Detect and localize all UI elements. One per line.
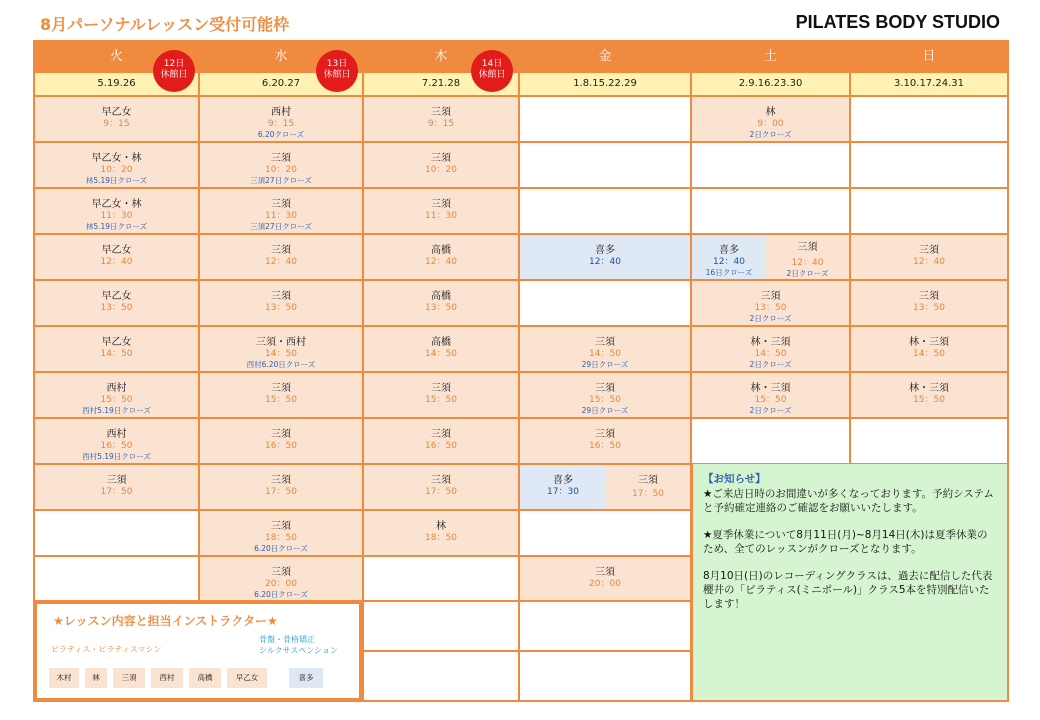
slot-time: 17：50 bbox=[100, 487, 133, 497]
slot-wed-10[interactable] bbox=[200, 511, 362, 555]
slot-note: 6.20日クローズ bbox=[254, 544, 308, 553]
slot-thu-10[interactable] bbox=[364, 511, 518, 555]
slot-time: 13：50 bbox=[754, 303, 787, 313]
slot-time: 14：50 bbox=[425, 349, 457, 359]
slot-note: 西村5.19日クローズ bbox=[82, 452, 151, 461]
slot-name: 三須 bbox=[271, 199, 291, 210]
badge-day: 13日 bbox=[326, 59, 348, 69]
slot-note: 29日クローズ bbox=[581, 360, 629, 369]
slot-time: 12：40 bbox=[791, 258, 824, 268]
slot-time: 9：15 bbox=[103, 119, 130, 129]
slot-time: 11：30 bbox=[265, 211, 297, 221]
legend-pilates-label: ピラティス・ピラティスマシン bbox=[51, 645, 162, 654]
slot-thu-5[interactable] bbox=[364, 281, 518, 325]
slot-name: 早乙女・林 bbox=[91, 199, 142, 210]
date-row-tue: 5.19.26 bbox=[35, 73, 198, 95]
slot-name: 喜多 bbox=[553, 475, 573, 486]
slot-time: 14：50 bbox=[913, 349, 945, 359]
slot-note: 西村5.19日クローズ bbox=[82, 406, 151, 415]
slot-name: 喜多 bbox=[595, 245, 615, 256]
slot-tue-5[interactable] bbox=[35, 281, 198, 325]
legend-title: ★レッスン内容と担当インストラクター★ bbox=[53, 614, 278, 628]
slot-fri-11[interactable] bbox=[520, 557, 690, 600]
slot-thu-7[interactable] bbox=[364, 373, 518, 417]
slot-note: 16日クローズ bbox=[705, 268, 753, 277]
slot-sun-6[interactable] bbox=[851, 327, 1007, 371]
slot-time: 13：50 bbox=[100, 303, 133, 313]
slot-sat-8-empty bbox=[692, 419, 849, 463]
slot-time: 14：50 bbox=[754, 349, 787, 359]
slot-sat-4-kita[interactable] bbox=[692, 235, 766, 279]
slot-time: 16：50 bbox=[265, 441, 297, 451]
closure-badge-wed bbox=[316, 50, 358, 92]
slot-name: 三須 bbox=[271, 567, 291, 578]
slot-name: 早乙女・林 bbox=[91, 153, 142, 164]
notice-paragraph-3: 8月10日(日)のレコーディングクラスは、過去に配信した代表 櫻井の「ピラティス(ミニポール)」クラス5本を特別配信いたします！ bbox=[703, 570, 993, 610]
slot-fri-9[interactable] bbox=[520, 465, 690, 509]
closure-badge-tue bbox=[153, 50, 195, 92]
slot-sat-6[interactable] bbox=[692, 327, 849, 371]
slot-name: 三須・西村 bbox=[256, 337, 306, 348]
slot-note: 林5.19日クローズ bbox=[85, 222, 148, 231]
slot-name: 三須 bbox=[431, 107, 451, 118]
slot-time: 10：20 bbox=[425, 165, 457, 175]
slot-name: 林 bbox=[436, 521, 446, 532]
legend-chip: 林 bbox=[85, 668, 107, 688]
slot-time: 12：40 bbox=[425, 257, 457, 267]
slot-tue-4[interactable] bbox=[35, 235, 198, 279]
slot-sat-1[interactable] bbox=[692, 97, 849, 141]
slot-wed-8[interactable] bbox=[200, 419, 362, 463]
legend-chip: 木村 bbox=[49, 668, 79, 688]
slot-fri-10-empty bbox=[520, 511, 690, 555]
badge-text: 休館日 bbox=[478, 70, 506, 80]
slot-name: 早乙女 bbox=[101, 107, 132, 118]
slot-sat-3-empty bbox=[692, 189, 849, 233]
schedule-frame bbox=[33, 40, 1009, 702]
slot-time: 12：40 bbox=[713, 257, 745, 267]
instructor-legend bbox=[35, 602, 361, 700]
legend-chip: 三須 bbox=[113, 668, 145, 688]
slot-time: 9：00 bbox=[757, 119, 784, 129]
slot-sun-5[interactable] bbox=[851, 281, 1007, 325]
slot-fri-9-kita[interactable] bbox=[520, 465, 606, 509]
slot-sun-7[interactable] bbox=[851, 373, 1007, 417]
slot-time: 10：20 bbox=[265, 165, 297, 175]
slot-thu-2[interactable] bbox=[364, 143, 518, 187]
slot-name: 三須 bbox=[595, 567, 615, 578]
slot-name: 早乙女 bbox=[101, 291, 132, 302]
slot-sat-5[interactable] bbox=[692, 281, 849, 325]
slot-name: 林・三須 bbox=[750, 337, 791, 348]
slot-fri-6[interactable] bbox=[520, 327, 690, 371]
slot-thu-11-empty bbox=[364, 557, 518, 600]
notice-box bbox=[693, 464, 1007, 700]
slot-name: 三須 bbox=[271, 153, 291, 164]
slot-fri-8[interactable] bbox=[520, 419, 690, 463]
legend-chip-other: 喜多 bbox=[289, 668, 323, 688]
slot-name: 三須 bbox=[431, 199, 451, 210]
slot-note: 29日クローズ bbox=[581, 406, 629, 415]
slot-time: 11：30 bbox=[100, 211, 133, 221]
slot-name: 三須 bbox=[638, 475, 658, 486]
slot-thu-1[interactable] bbox=[364, 97, 518, 141]
slot-wed-2[interactable] bbox=[200, 143, 362, 187]
slot-tue-7[interactable] bbox=[35, 373, 198, 417]
slot-tue-9[interactable] bbox=[35, 465, 198, 509]
slot-name: 三須 bbox=[271, 383, 291, 394]
slot-time: 17：50 bbox=[265, 487, 297, 497]
slot-time: 9：15 bbox=[427, 119, 455, 129]
slot-sun-4[interactable] bbox=[851, 235, 1007, 279]
slot-thu-6[interactable] bbox=[364, 327, 518, 371]
legend-other-line-1: 骨盤・骨格矯正 bbox=[259, 635, 315, 644]
legend-chip: 高橋 bbox=[189, 668, 221, 688]
slot-time: 17：50 bbox=[632, 489, 664, 499]
slot-tue-11-empty bbox=[35, 557, 198, 600]
day-header-sat: 土 bbox=[692, 42, 849, 72]
slot-time: 12：40 bbox=[265, 257, 297, 267]
notice-title: 【お知らせ】 bbox=[703, 473, 766, 485]
slot-fri-4[interactable] bbox=[520, 235, 690, 279]
slot-note: 2日クローズ bbox=[749, 406, 792, 415]
slot-fri-2-empty bbox=[520, 143, 690, 187]
slot-thu-3[interactable] bbox=[364, 189, 518, 233]
slot-note: 6.20日クローズ bbox=[254, 590, 308, 599]
slot-name: 早乙女 bbox=[101, 337, 132, 348]
slot-wed-7[interactable] bbox=[200, 373, 362, 417]
slot-note: 三須27日クローズ bbox=[250, 176, 312, 185]
slot-name: 三須 bbox=[271, 245, 291, 256]
slot-wed-9[interactable] bbox=[200, 465, 362, 509]
slot-name: 三須 bbox=[431, 429, 451, 440]
slot-name: 西村 bbox=[106, 429, 127, 440]
slot-tue-1[interactable] bbox=[35, 97, 198, 141]
slot-name: 西村 bbox=[106, 383, 127, 394]
slot-time: 12：40 bbox=[100, 257, 133, 267]
slot-note: 2日クローズ bbox=[786, 269, 829, 278]
slot-time: 20：00 bbox=[589, 579, 621, 589]
slot-thu-4[interactable] bbox=[364, 235, 518, 279]
slot-time: 15：50 bbox=[913, 395, 945, 405]
studio-name: PILATES BODY STUDIO bbox=[795, 12, 1000, 32]
slot-note: 2日クローズ bbox=[749, 314, 792, 323]
slot-fri-1-empty bbox=[520, 97, 690, 141]
slot-name: 三須 bbox=[595, 429, 615, 440]
slot-wed-3[interactable] bbox=[200, 189, 362, 233]
notice-paragraph-1: ★ご来店日時のお間違いが多くなっております。予約システムと予約確定連絡のご確認をお願いいたします。 bbox=[703, 488, 995, 514]
slot-note: 6.20クローズ bbox=[257, 130, 305, 139]
slot-name: 林・三須 bbox=[909, 383, 949, 394]
slot-name: 三須 bbox=[271, 291, 291, 302]
slot-name: 高橋 bbox=[431, 245, 451, 256]
slot-name: 三須 bbox=[106, 475, 127, 486]
slot-fri-3-empty bbox=[520, 189, 690, 233]
slot-time: 11：30 bbox=[425, 211, 457, 221]
slot-sat-4-misu[interactable] bbox=[766, 235, 849, 279]
slot-fri-12-empty bbox=[520, 602, 690, 650]
badge-day: 14日 bbox=[481, 59, 503, 69]
slot-note: 林5.19日クローズ bbox=[85, 176, 148, 185]
legend-other-label bbox=[259, 634, 338, 656]
slot-name: 三須 bbox=[919, 291, 939, 302]
slot-name: 喜多 bbox=[719, 245, 739, 256]
slot-name: 三須 bbox=[797, 242, 818, 253]
slot-thu-13-empty bbox=[364, 652, 518, 700]
slot-time: 17：30 bbox=[547, 487, 579, 497]
badge-text: 休館日 bbox=[323, 70, 351, 80]
slot-name: 高橋 bbox=[431, 291, 451, 302]
slot-time: 18：50 bbox=[425, 533, 457, 543]
date-row-wed: 6.20.27 bbox=[200, 73, 362, 95]
page-title: 8月パーソナルレッスン受付可能枠 bbox=[40, 15, 290, 34]
slot-name: 三須 bbox=[431, 383, 451, 394]
slot-thu-8[interactable] bbox=[364, 419, 518, 463]
slot-name: 三須 bbox=[271, 429, 291, 440]
slot-thu-12-empty bbox=[364, 602, 518, 650]
slot-name: 林・三須 bbox=[909, 337, 949, 348]
slot-fri-9-misu[interactable] bbox=[606, 465, 690, 509]
slot-name: 三須 bbox=[271, 521, 291, 532]
slot-tue-2[interactable] bbox=[35, 143, 198, 187]
slot-name: 早乙女 bbox=[101, 245, 132, 256]
slot-time: 15：50 bbox=[265, 395, 297, 405]
slot-time: 15：50 bbox=[425, 395, 457, 405]
slot-name: 三須 bbox=[431, 475, 451, 486]
slot-name: 三須 bbox=[431, 153, 451, 164]
slot-note: 2日クローズ bbox=[749, 130, 792, 139]
slot-time: 12：40 bbox=[913, 257, 945, 267]
slot-time: 15：50 bbox=[589, 395, 621, 405]
legend-other-line-2: シルクサスペンション bbox=[259, 646, 338, 655]
slot-time: 17：50 bbox=[425, 487, 457, 497]
slot-wed-4[interactable] bbox=[200, 235, 362, 279]
slot-sun-3-empty bbox=[851, 189, 1007, 233]
slot-time: 16：50 bbox=[100, 441, 133, 451]
slot-tue-10-empty bbox=[35, 511, 198, 555]
day-header-thu: 木 bbox=[364, 42, 518, 72]
slot-time: 20：00 bbox=[265, 579, 297, 589]
slot-time: 14：50 bbox=[265, 349, 297, 359]
slot-sat-7[interactable] bbox=[692, 373, 849, 417]
slot-time: 14：50 bbox=[589, 349, 621, 359]
slot-sun-2-empty bbox=[851, 143, 1007, 187]
slot-time: 14：50 bbox=[100, 349, 133, 359]
slot-note: 西村6.20日クローズ bbox=[246, 360, 316, 369]
slot-time: 16：50 bbox=[425, 441, 457, 451]
slot-time: 13：50 bbox=[265, 303, 297, 313]
legend-chip: 早乙女 bbox=[227, 668, 267, 688]
slot-name: 高橋 bbox=[431, 337, 451, 348]
slot-thu-9[interactable] bbox=[364, 465, 518, 509]
day-header-wed: 水 bbox=[200, 42, 362, 72]
date-row-thu: 7.21.28 bbox=[364, 73, 518, 95]
slot-time: 12：40 bbox=[589, 257, 621, 267]
slot-name: 林 bbox=[765, 107, 776, 118]
slot-sat-4[interactable] bbox=[692, 235, 849, 279]
slot-wed-11[interactable] bbox=[200, 557, 362, 600]
slot-time: 10：20 bbox=[100, 165, 133, 175]
slot-sun-8-empty bbox=[851, 419, 1007, 463]
slot-time: 13：50 bbox=[913, 303, 945, 313]
slot-name: 三須 bbox=[919, 245, 939, 256]
date-row-sat: 2.9.16.23.30 bbox=[692, 73, 849, 95]
legend-chip: 西村 bbox=[151, 668, 183, 688]
slot-name: 三須 bbox=[595, 337, 615, 348]
slot-time: 15：50 bbox=[754, 395, 787, 405]
slot-sat-2-empty bbox=[692, 143, 849, 187]
slot-time: 13：50 bbox=[425, 303, 457, 313]
slot-name: 林・三須 bbox=[750, 383, 791, 394]
slot-time: 9：15 bbox=[267, 119, 295, 129]
slot-time: 15：50 bbox=[100, 395, 133, 405]
slot-note: 2日クローズ bbox=[749, 360, 792, 369]
date-row-sun: 3.10.17.24.31 bbox=[851, 73, 1007, 95]
day-header-tue: 火 bbox=[35, 42, 198, 72]
slot-name: 三須 bbox=[271, 475, 291, 486]
slot-name: 三須 bbox=[760, 291, 781, 302]
slot-note: 三須27日クローズ bbox=[250, 222, 312, 231]
slot-time: 16：50 bbox=[589, 441, 621, 451]
day-header-fri: 金 bbox=[520, 42, 690, 72]
slot-wed-5[interactable] bbox=[200, 281, 362, 325]
notice-paragraph-2: ★夏季休業について8月11日(月)~8月14日(木)は夏季休業のため、全てのレッスンがクローズとなります。 bbox=[703, 529, 988, 555]
slot-fri-7[interactable] bbox=[520, 373, 690, 417]
slot-tue-6[interactable] bbox=[35, 327, 198, 371]
closure-badge-thu bbox=[471, 50, 513, 92]
date-row-fri: 1.8.15.22.29 bbox=[520, 73, 690, 95]
slot-time: 18：50 bbox=[265, 533, 297, 543]
slot-name: 三須 bbox=[595, 383, 615, 394]
slot-tue-8[interactable] bbox=[35, 419, 198, 463]
slot-sun-1-empty bbox=[851, 97, 1007, 141]
slot-name: 西村 bbox=[271, 107, 291, 118]
badge-day: 12日 bbox=[163, 59, 185, 69]
slot-fri-5-empty bbox=[520, 281, 690, 325]
slot-tue-3[interactable] bbox=[35, 189, 198, 233]
badge-text: 休館日 bbox=[160, 70, 188, 80]
slot-fri-13-empty bbox=[520, 652, 690, 700]
slot-wed-6[interactable] bbox=[200, 327, 362, 371]
day-header-sun: 日 bbox=[851, 42, 1007, 72]
slot-wed-1[interactable] bbox=[200, 97, 362, 141]
